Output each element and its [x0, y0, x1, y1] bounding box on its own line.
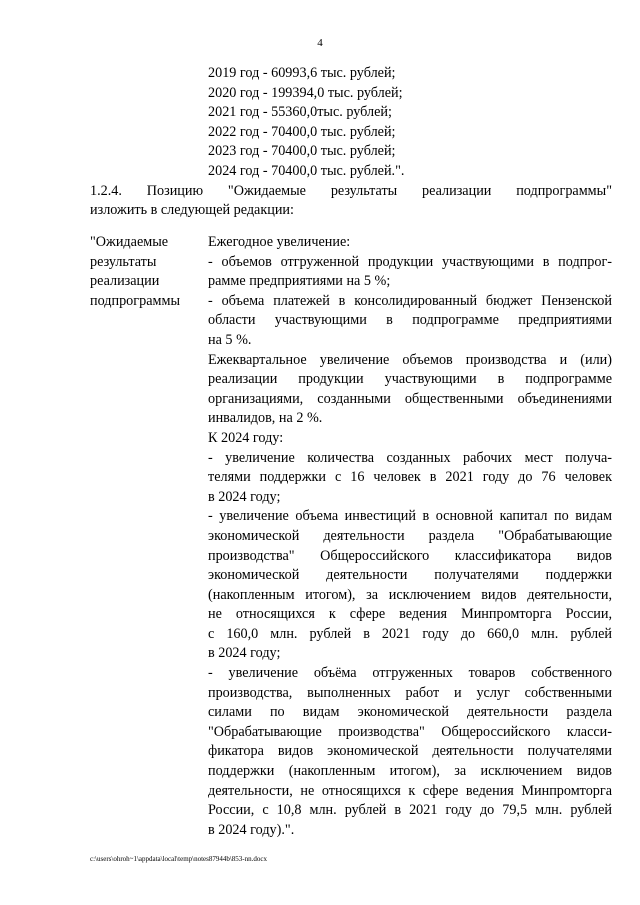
text-line: К 2024 году:	[208, 429, 284, 446]
section-intro-continuation: изложить в следующей редакции:	[90, 202, 294, 218]
text-line: производства" Общероссийского классификатора видов	[208, 547, 612, 564]
year-amount-line: 2020 год - 199394,0 тыс. рублей;	[208, 84, 403, 101]
label-line: "Ожидаемые	[90, 234, 169, 250]
text-line: - увеличение объема инвестиций в основной капитал по видам	[208, 508, 612, 525]
text-line: (накопленным итогом), за исключением видов деятельности,	[208, 586, 612, 603]
year-amount-line: 2023 год - 70400,0 тыс. рублей;	[208, 143, 396, 160]
text-line: в 2024 году;	[208, 645, 281, 662]
document-file-path: c:\users\ohroh~1\appdata\local\temp\notes87944b\853-nn.docx	[90, 855, 267, 863]
text-line: Ежегодное увеличение:	[208, 234, 351, 250]
text-line: в 2024 году;	[208, 488, 281, 505]
text-line: России, с 10,8 млн. рублей в 2021 году до 79,5 млн. рублей	[208, 802, 612, 819]
label-line: реализации	[90, 273, 160, 290]
year-amounts-list	[208, 64, 404, 182]
expected-results-text	[208, 233, 612, 840]
text-line: фикатора видов экономической деятельности получателями	[208, 743, 612, 760]
text-line: экономической деятельности раздела "Обрабатывающие	[208, 527, 612, 544]
text-line: - объема платежей в консолидированный бюджет Пензенской	[208, 292, 612, 309]
label-line: подпрограммы	[90, 292, 180, 309]
text-line: реализации продукции участвующими в подпрограмме	[208, 371, 612, 388]
text-line: "Обрабатывающие производства" Общероссийского класси-	[208, 723, 612, 740]
text-line: Ежеквартальное увеличение объемов производства и (или)	[208, 351, 612, 368]
text-line: - объемов отгруженной продукции участвующими в подпрог-	[208, 253, 612, 270]
text-line: производства, выполненных работ и услуг собственными	[208, 684, 612, 701]
text-line: с 160,0 млн. рублей в 2021 году до 660,0 млн. рублей	[208, 625, 612, 642]
text-line: - увеличение количества созданных рабочих мест получа-	[208, 449, 612, 466]
page-number: 4	[317, 37, 323, 49]
expected-results-label	[90, 233, 202, 311]
year-amount-line: 2019 год - 60993,6 тыс. рублей;	[208, 65, 396, 81]
year-amount-line: 2021 год - 55360,0тыс. рублей;	[208, 104, 392, 121]
text-line: организациями, созданными общественными объединениями	[208, 390, 612, 407]
label-line: результаты	[90, 253, 157, 270]
text-line: области участвующими в подпрограмме предприятиями	[208, 312, 612, 329]
year-amount-line: 2022 год - 70400,0 тыс. рублей;	[208, 123, 396, 140]
section-intro: 1.2.4. Позицию "Ожидаемые результаты реализации подпрограммы"	[90, 183, 612, 199]
text-line: инвалидов, на 2 %.	[208, 410, 323, 427]
text-line: - увеличение объёма отгруженных товаров собственного	[208, 665, 612, 682]
text-line: деятельности, не относящихся к сфере ведения Минпромторга	[208, 782, 612, 799]
text-line: в 2024 году).".	[208, 821, 295, 838]
text-line: рамме предприятиями на 5 %;	[208, 273, 391, 290]
year-amount-line: 2024 год - 70400,0 тыс. рублей.".	[208, 162, 405, 179]
text-line: телями поддержки с 16 человек в 2021 году до 76 человек	[208, 469, 612, 486]
text-line: поддержки (накопленным итогом), за исключением видов	[208, 763, 612, 780]
text-line: экономической деятельности получателями поддержки	[208, 567, 612, 584]
text-line: силами по видам экономической деятельности раздела	[208, 704, 612, 721]
text-line: не относящихся к сфере ведения Минпромторга России,	[208, 606, 612, 623]
text-line: на 5 %.	[208, 331, 252, 348]
